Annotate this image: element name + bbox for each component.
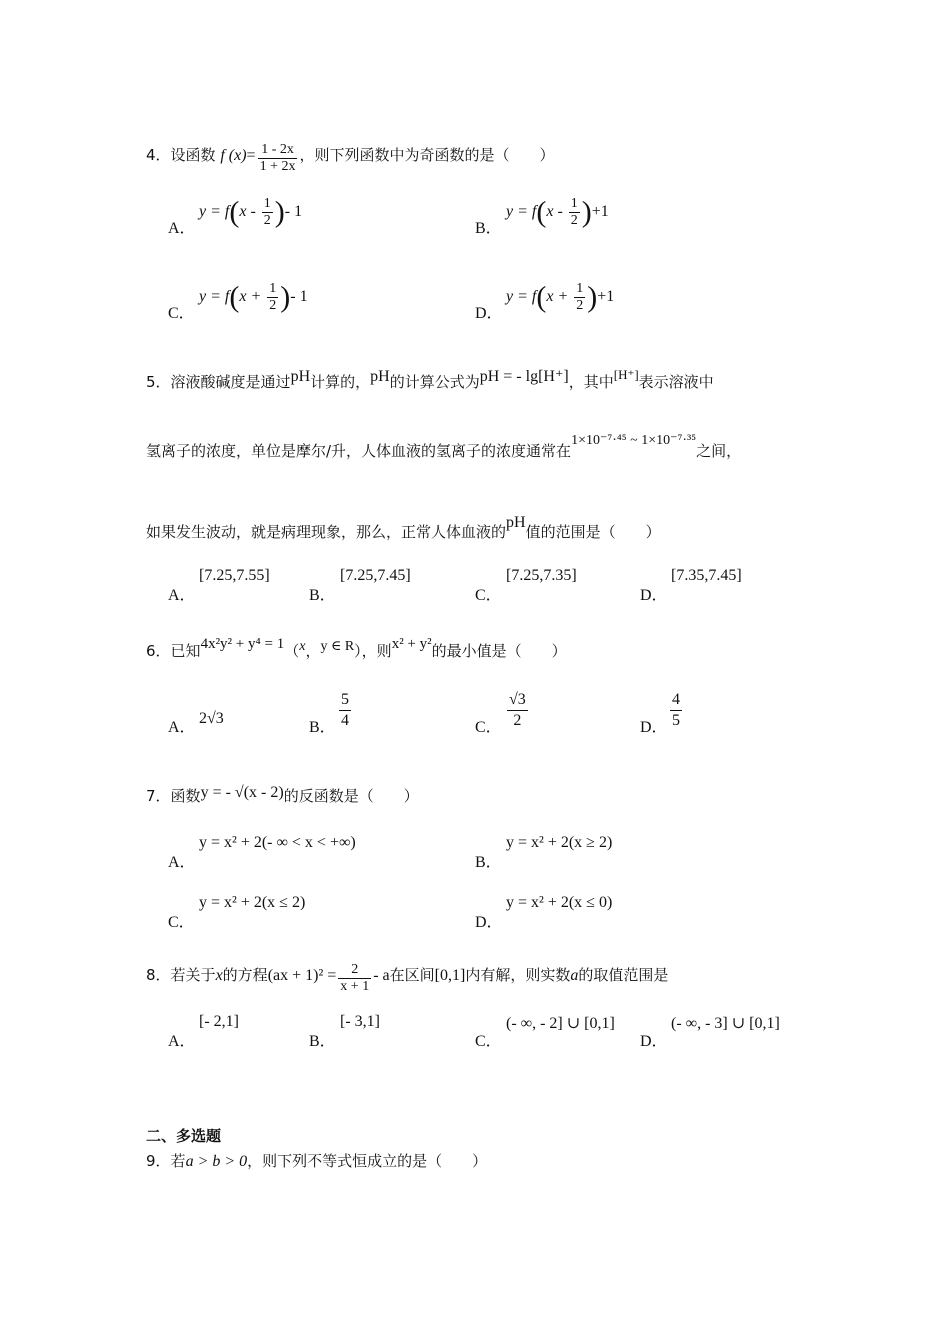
ph-formula: pH = - lg[H⁺]: [479, 368, 569, 385]
question-9: 9．若a > b > 0，则下列不等式恒成立的是（ ）: [146, 1152, 488, 1170]
question-8: 8．若关于x的方程(ax + 1)² = $\frac{2}{x + 1}$ - a在区间[0,1]内有解，则实数a的取值范围是: [146, 962, 669, 994]
section-title: 二、多选题: [146, 1127, 222, 1145]
question-5-line-3: 如果发生波动，就是病理现象，那么，正常人体血液的pH值的范围是（ ）: [146, 514, 661, 541]
function-name: f (x): [220, 147, 247, 164]
question-7: 7．函数y = - √(x - 2)的反函数是（ ）: [146, 784, 419, 805]
question-number: 4．: [146, 146, 171, 164]
question-text: ，则下列函数中为奇函数的是（ ）: [299, 146, 555, 164]
question-5: 5．溶液酸碱度是通过pH计算的，pH的计算公式为pH = - lg[H⁺]，其中[H⁺]表示溶液中: [146, 367, 714, 391]
fraction: $\frac{1 - 2x}{1 + 2x}$: [259, 142, 296, 174]
question-4: 4．设函数 f (x)= $\frac{1 - 2x}{1 + 2x}$ ，则下列函数中为奇函数的是（ ）: [146, 142, 555, 174]
concentration-range: 1×10⁻⁷·⁴⁵ ~ 1×10⁻⁷·³⁵: [571, 433, 697, 448]
question-text: 设函数: [170, 146, 216, 164]
question-5-line-2: 氢离子的浓度，单位是摩尔/升，人体血液的氢离子的浓度通常在1×10⁻⁷·⁴⁵ ~ 1×10⁻⁷·³⁵之间，: [146, 433, 742, 460]
exam-page: 4．设函数 f (x)= $\frac{1 - 2x}{1 + 2x}$ ，则下列函数中为奇函数的是（ ） A． y = f(x - $\frac{1}{2}$ )- 1 B． y = f(x - $\frac{1}{2}$ )+1 C． y = f(x + $\frac{1}{2}$ )- 1 D． y = f(x + $\frac{1}{2}$ )+1 5．溶液酸碱度是通过pH计算的，pH的计算公式为pH = - lg[H⁺]，其中[H⁺]表示溶液中 氢离子的浓度，单位是摩尔/升，人体血液的氢离子的浓度通常在1×10⁻⁷·⁴⁵ ~ 1×10⁻⁷·³⁵之间， 如果发生波动，就是病理现象，那么，正常人体血液的pH值的范围是（ ） A． [7.25,7.55] B． [7.25,7.45] C． [7.25,7.35] D． [7.35,7.45] 6．已知4x²y² + y⁴ = 1（x，y ∈ R），则x² + y²的最小值是（ ） A． 2√3 B． $\frac{5}{4}$ C． $\frac{√3}{2}$ D． $\frac{4}{5}$ 7．函数y = - √(x - 2)的反函数是（ ） A． y = x² + 2(- ∞ < x < +∞) B． y = x² + 2(x ≥ 2) C． y = x² + 2(x ≤ 2) D． y = x² + 2(x ≤ 0) 8．若关于x的方程(ax + 1)² = $\frac{2}{x + 1}$ - a在区间[0,1]内有解，则实数a的取值范围是 A． [- 2,1] B． [- 3,1] C． (- ∞, - 2] ∪ [0,1] D． (- ∞, - 3] ∪ [0,1] 二、多选题 9．若a > b > 0，则下列不等式恒成立的是（ ）: [146, 142, 780, 1170]
question-6: 6．已知4x²y² + y⁴ = 1（x，y ∈ R），则x² + y²的最小值是（ ）: [146, 636, 567, 660]
